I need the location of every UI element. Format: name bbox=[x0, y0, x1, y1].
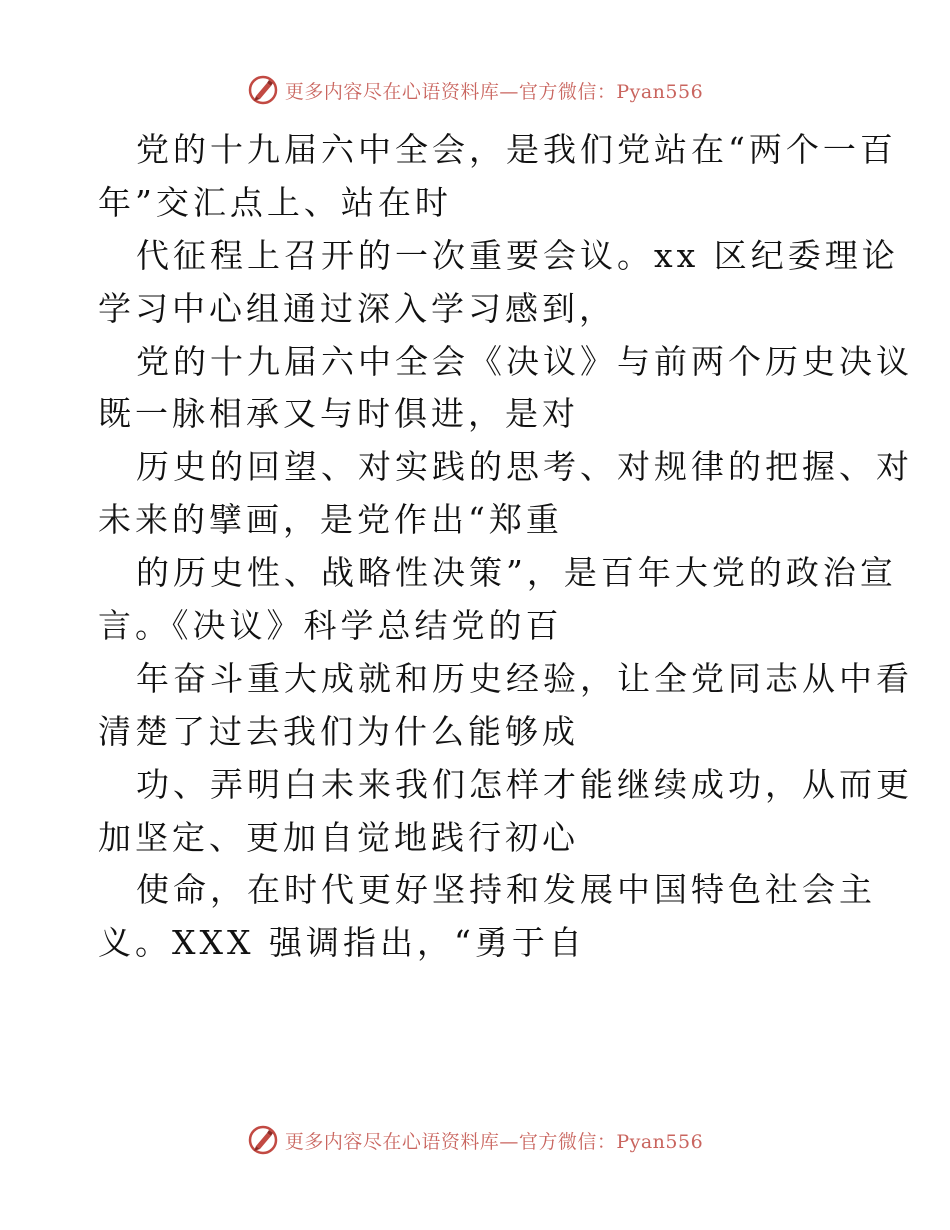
header-text: 更多内容尽在心语资料库—官方微信：Pyan556 bbox=[284, 80, 704, 103]
text-line: 义。XXX 强调指出，“勇于自 bbox=[98, 923, 586, 963]
footer-text: 更多内容尽在心语资料库—官方微信：Pyan556 bbox=[284, 1130, 704, 1153]
text-line: 党的十九届六中全会《决议》与前两个历史决议 bbox=[136, 341, 913, 381]
text-line: 历史的回望、对实践的思考、对规律的把握、对 bbox=[136, 447, 913, 487]
document-body bbox=[98, 124, 913, 970]
header-banner bbox=[0, 70, 950, 110]
footer-banner bbox=[0, 1120, 950, 1160]
text-line: 年奋斗重大成就和历史经验，让全党同志从中看 bbox=[136, 658, 913, 698]
text-line: 使命，在时代更好坚持和发展中国特色社会主 bbox=[136, 870, 876, 910]
text-line: 代征程上召开的一次重要会议。xx 区纪委理论 bbox=[136, 235, 899, 275]
text-line: 的历史性、战略性决策”，是百年大党的政治宣 bbox=[136, 553, 897, 593]
text-line: 年”交汇点上、站在时 bbox=[98, 182, 452, 222]
text-line: 言。《决议》科学总结党的百 bbox=[98, 606, 563, 646]
text-line: 加坚定、更加自觉地践行初心 bbox=[98, 817, 579, 857]
text-line: 既一脉相承又与时俱进，是对 bbox=[98, 394, 579, 434]
text-line: 党的十九届六中全会，是我们党站在“两个一百 bbox=[136, 130, 897, 169]
text-line: 清楚了过去我们为什么能够成 bbox=[98, 711, 579, 751]
text-line: 学习中心组通过深入学习感到， bbox=[98, 288, 616, 328]
pen-logo-icon bbox=[247, 1124, 279, 1156]
text-line: 未来的擘画，是党作出“郑重 bbox=[98, 500, 563, 540]
text-line: 功、弄明白未来我们怎样才能继续成功，从而更 bbox=[136, 764, 913, 804]
pen-logo-icon bbox=[247, 74, 279, 106]
